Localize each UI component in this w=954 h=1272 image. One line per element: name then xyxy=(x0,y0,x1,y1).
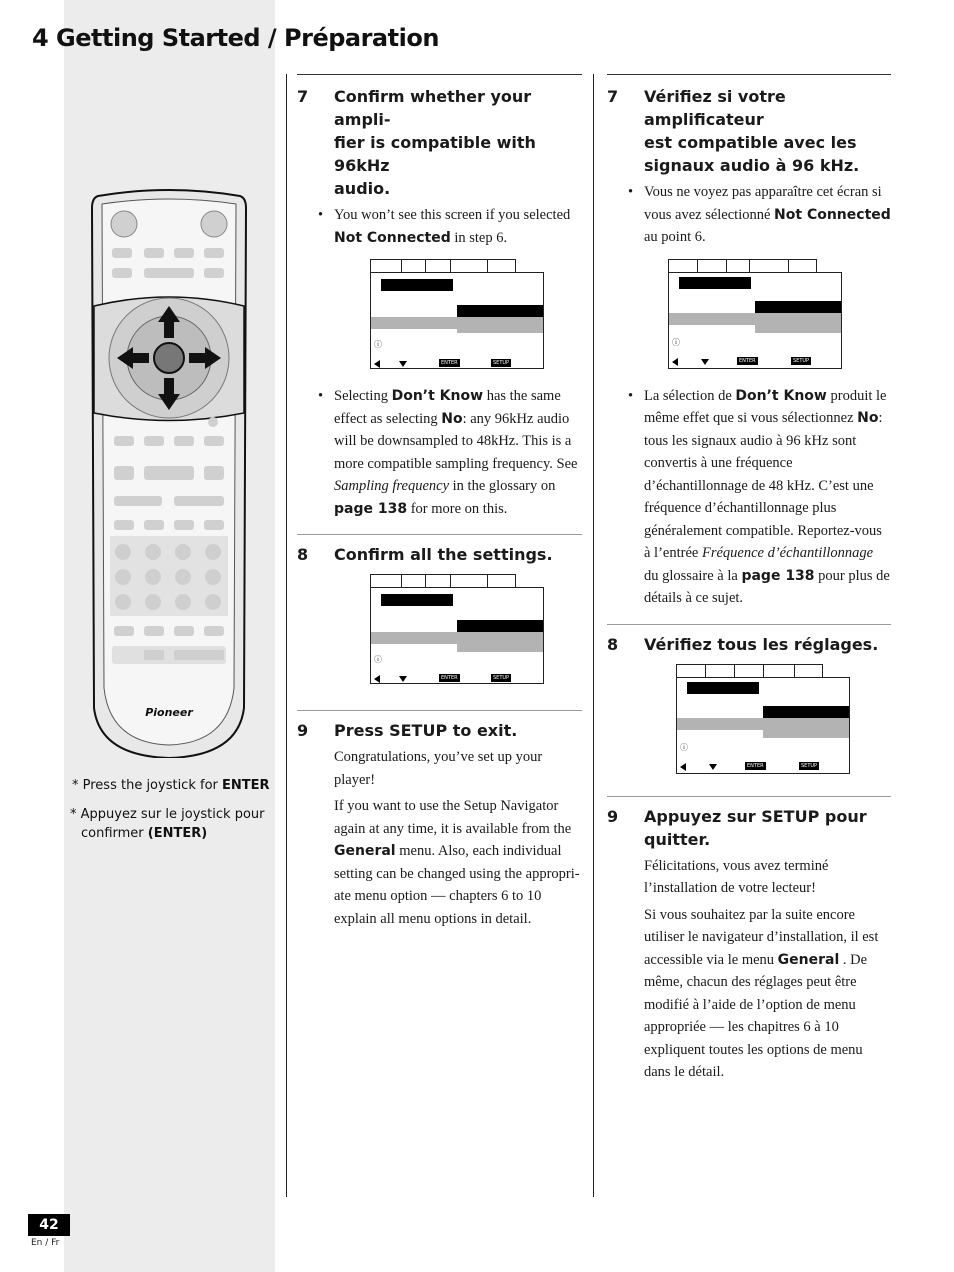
step-7-bullet-2-fr: • La sélection de Don’t Know produit le même effet que si vous sélectionnez No: tous les signaux audio à 96 kHz sont convertis à une fréquence d’échantillonnage de 48 kHz. C’est une fréquence d’échantillonnage plus généralement compatible. Reportez-vous à l’entrée Fréquence d’échantillonnage du glossaire à la page 138 pour plus de détails à ce sujet. xyxy=(628,387,890,606)
pioneer-logo: Pioneer xyxy=(145,706,193,719)
step-7-heading-fr: 7 Vérifiez si votre amplificateur est compatible avec les signaux audio à 96 kHz. xyxy=(607,87,860,175)
divider xyxy=(607,796,891,797)
step-7-heading: 7 Confirm whether your ampli- fier is compatible with 96kHz audio. xyxy=(297,87,536,198)
step-9-text: Congratulations, you’ve set up your player! If you want to use the Setup Navigator again at any time, it is available from the General menu. Also, each individual setting can be changed using the appropri-ate menu option — chapters 6 to 10 explain all menu options in detail. xyxy=(334,749,580,927)
column-divider-left xyxy=(286,74,287,1197)
french-column xyxy=(607,74,891,1084)
remote-note-en: * Press the joystick for ENTER xyxy=(72,778,270,793)
step-7-bullet-1-fr: • Vous ne voyez pas apparaître cet écran si vous avez sélectionné Not Connected au point 6. xyxy=(628,184,891,245)
step-8-heading: 8 Confirm all the settings. xyxy=(297,545,553,564)
divider xyxy=(607,74,891,75)
step-7-bullet-1: • You won’t see this screen if you selected Not Connected in step 6. xyxy=(318,207,571,246)
setup-screen-illustration: ⓘ ENTER SETUP xyxy=(370,574,544,686)
step-7-bullet-2: • Selecting Don’t Know has the same effect as selecting No: any 96kHz audio will be downsampled to 48kHz. This is a more compatible sampling frequency. See Sampling frequency in the glossary on page 138 for more on this. xyxy=(318,388,578,517)
divider xyxy=(607,624,891,625)
remote-note-fr: * Appuyez sur le joystick pour confirmer (ENTER) xyxy=(70,807,265,841)
divider xyxy=(297,710,582,711)
page-title: 4 Getting Started / Préparation xyxy=(32,24,439,52)
column-divider-right xyxy=(593,74,594,1197)
language-label: En / Fr xyxy=(31,1238,60,1248)
divider xyxy=(297,74,582,75)
step-9-text-fr: Félicitations, vous avez terminé l’installation de votre lecteur! Si vous souhaitez par la suite encore utiliser le navigateur d’installation, il est accessible via le menu General . De même, chacun des réglages peut être modifié à l’aide de l’option de menu appropriée — les chapitres 6 à 10 expliquent toutes les options de menu dans le détail. xyxy=(644,857,879,1080)
step-9-heading-fr: 9 Appuyez sur SETUP pour quitter. xyxy=(607,806,867,849)
remote-control-illustration xyxy=(88,188,250,758)
step-9-heading: 9 Press SETUP to exit. xyxy=(297,721,518,740)
setup-screen-illustration: ⓘ ENTER SETUP xyxy=(370,259,544,371)
step-8-heading-fr: 8 Vérifiez tous les réglages. xyxy=(607,634,879,654)
divider xyxy=(297,534,582,535)
setup-screen-illustration: ⓘ ENTER SETUP xyxy=(668,259,842,371)
setup-screen-illustration: ⓘ ENTER SETUP xyxy=(676,664,850,776)
english-column xyxy=(297,74,582,930)
page-number: 42 xyxy=(28,1214,70,1236)
